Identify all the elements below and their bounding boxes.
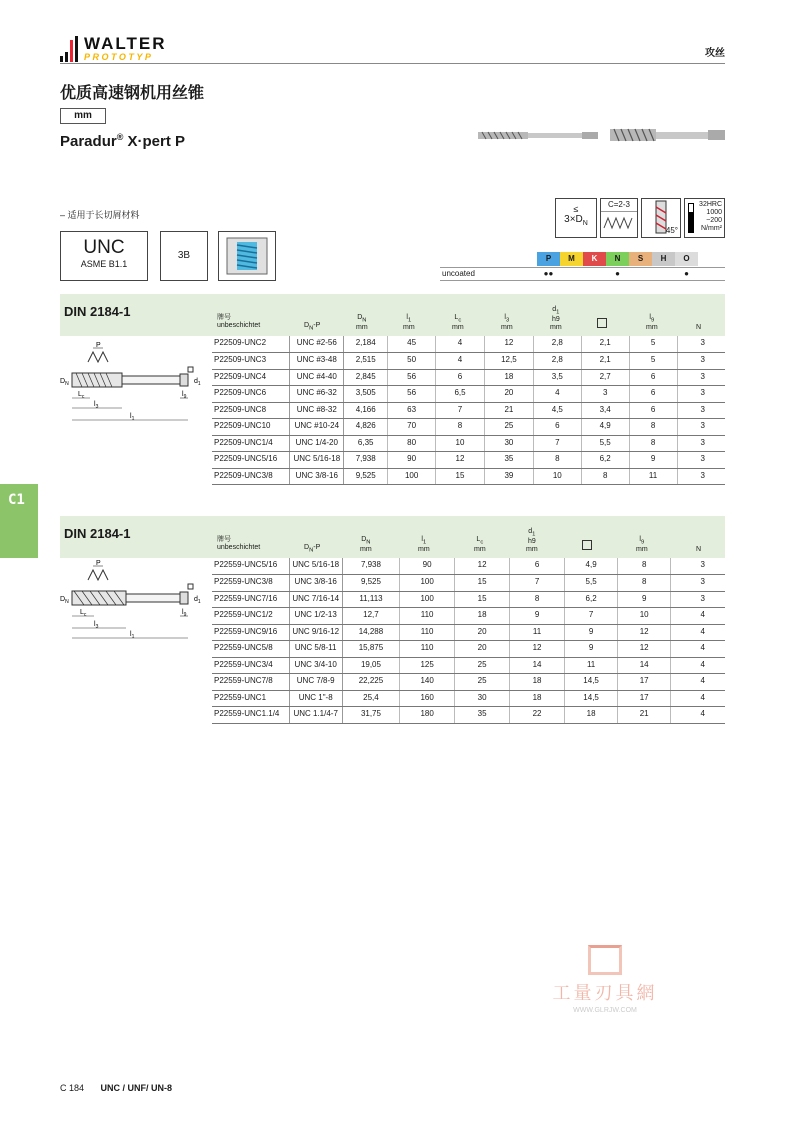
table-cell: 3 xyxy=(581,386,629,403)
table-cell: 9 xyxy=(510,608,565,625)
table-row xyxy=(212,624,725,641)
table-cell: 30 xyxy=(484,435,533,452)
table-cell: 17 xyxy=(618,674,671,691)
tap-image-1 xyxy=(478,128,598,142)
table-cell: 12,7 xyxy=(342,608,399,625)
table-cell: 12,5 xyxy=(484,353,533,370)
table-cell: P22559-UNC1.1/4 xyxy=(212,707,289,724)
l1-label: $l_1$ xyxy=(130,413,135,422)
table-cell: 70 xyxy=(388,419,436,436)
table-cell: UNC 5/16-18 xyxy=(289,558,342,575)
table-cell: 12 xyxy=(618,641,671,658)
table-cell: UNC 1.1/4-7 xyxy=(289,707,342,724)
table-cell: 8 xyxy=(533,452,581,469)
table-cell: 56 xyxy=(388,369,436,386)
table-cell: P22559-UNC3/4 xyxy=(212,657,289,674)
lc-label: $L_c$ xyxy=(80,609,87,618)
table-cell: 50 xyxy=(388,353,436,370)
table-cell: 6 xyxy=(533,419,581,436)
table-cell: 110 xyxy=(400,624,455,641)
chamfer-icon: C=2-3 xyxy=(600,198,638,238)
table-cell: 35 xyxy=(455,707,510,724)
table-cell: 7 xyxy=(565,608,618,625)
table-cell: 3 xyxy=(677,402,725,419)
table-cell: 3 xyxy=(677,386,725,403)
table-cell: UNC 3/4-10 xyxy=(289,657,342,674)
table-cell: P22559-UNC9/16 xyxy=(212,624,289,641)
table-cell: 35 xyxy=(484,452,533,469)
table-cell: 4,9 xyxy=(565,558,618,575)
tap-drawing-spiral xyxy=(60,558,210,658)
table-cell: UNC #4-40 xyxy=(290,369,344,386)
table-cell: 11 xyxy=(510,624,565,641)
watermark-url: WWW.GLRJW.COM xyxy=(573,1007,637,1014)
table-cell: 9,525 xyxy=(342,575,399,592)
table-cell: UNC #10-24 xyxy=(290,419,344,436)
section-header: DIN 2184-1 牌号 unbeschichtet $D_N-P$ $D_N$ mm $l_1$ mm $L_c$ mm $l_3$ mm $d_1$ h9 mm $l_9$ mm N xyxy=(60,294,725,336)
table-cell: 3 xyxy=(671,575,725,592)
table-cell: P22509-UNC1/4 xyxy=(212,435,290,452)
dn-label: $D_N$ xyxy=(60,378,69,387)
table-cell: UNC #3-48 xyxy=(290,353,344,370)
table-cell: 25,4 xyxy=(342,690,399,707)
table-row xyxy=(212,402,725,419)
coat-mark-h xyxy=(652,268,675,280)
usage-note: – 适用于长切屑材料 xyxy=(60,210,140,220)
table-cell: 3 xyxy=(671,558,725,575)
table-cell: 3,505 xyxy=(344,386,388,403)
table-cell: 4 xyxy=(671,690,725,707)
angle-icon: 45° xyxy=(641,198,681,238)
table-cell: UNC 3/8-16 xyxy=(290,468,344,485)
table-row xyxy=(212,674,725,691)
unit-box: mm xyxy=(60,108,106,124)
table-cell: 14,5 xyxy=(565,690,618,707)
table-cell: UNC #6-32 xyxy=(290,386,344,403)
table-cell: 8 xyxy=(581,468,629,485)
table-row xyxy=(212,707,725,724)
table-cell: 3 xyxy=(677,419,725,436)
table-cell: 8 xyxy=(618,575,671,592)
page-header xyxy=(60,30,725,64)
table-cell: UNC #2-56 xyxy=(290,336,344,353)
table-cell: 7,938 xyxy=(342,558,399,575)
table-cell: 12 xyxy=(618,624,671,641)
table-cell: UNC 9/16-12 xyxy=(289,624,342,641)
table-cell: 160 xyxy=(400,690,455,707)
table-cell: UNC 1"-8 xyxy=(289,690,342,707)
tolerance-box: 3B xyxy=(160,231,208,281)
section-title: DIN 2184-1 xyxy=(64,526,131,541)
table-cell: 10 xyxy=(618,608,671,625)
table-cell: 12 xyxy=(455,558,510,575)
table-cell: 9,525 xyxy=(344,468,388,485)
square-icon xyxy=(582,540,592,550)
material-groups xyxy=(537,252,698,266)
table-row xyxy=(212,575,725,592)
table-cell: 2,515 xyxy=(344,353,388,370)
coat-mark-k xyxy=(583,268,606,280)
page-footer xyxy=(60,1083,172,1093)
table-cell: 8 xyxy=(618,558,671,575)
table-cell: P22559-UNC3/8 xyxy=(212,575,289,592)
table-cell: P22559-UNC7/8 xyxy=(212,674,289,691)
table-cell: 15 xyxy=(455,591,510,608)
watermark-text: 工量刃具網 xyxy=(552,983,658,1003)
chapter-tab-label: C1 xyxy=(8,492,25,508)
table-cell: 20 xyxy=(484,386,533,403)
table-cell: UNC 7/8-9 xyxy=(289,674,342,691)
table-row xyxy=(212,690,725,707)
table-cell: 39 xyxy=(484,468,533,485)
table-cell: 10 xyxy=(436,435,485,452)
table-cell: UNC 5/8-11 xyxy=(289,641,342,658)
watermark-logo-icon xyxy=(588,945,622,975)
table-cell: 4,9 xyxy=(581,419,629,436)
watermark xyxy=(535,945,675,1014)
table-cell: 6,2 xyxy=(565,591,618,608)
table-cell: 6,2 xyxy=(581,452,629,469)
table-cell: 12 xyxy=(484,336,533,353)
table-cell: 14 xyxy=(618,657,671,674)
table-row xyxy=(212,435,725,452)
table-row xyxy=(212,641,725,658)
table-cell: 90 xyxy=(388,452,436,469)
table-cell: 14 xyxy=(510,657,565,674)
table-cell: 90 xyxy=(400,558,455,575)
table-cell: 100 xyxy=(400,575,455,592)
material-s: S xyxy=(629,252,652,266)
table-cell: 5 xyxy=(629,336,677,353)
table-cell: 3 xyxy=(677,452,725,469)
table-cell: 18 xyxy=(510,674,565,691)
section-din-2184-1-a xyxy=(60,294,725,510)
table-cell: 4 xyxy=(671,608,725,625)
table-cell: 7 xyxy=(533,435,581,452)
pitch-label: P xyxy=(96,342,101,349)
table-cell: UNC 1/4-20 xyxy=(290,435,344,452)
table-cell: 6 xyxy=(510,558,565,575)
table-row xyxy=(212,608,725,625)
table-cell: 3 xyxy=(677,336,725,353)
table-cell: 22 xyxy=(510,707,565,724)
table-cell: 6 xyxy=(629,369,677,386)
table-cell: 140 xyxy=(400,674,455,691)
table-cell: 45 xyxy=(388,336,436,353)
l3-label: $l_3$ xyxy=(94,401,99,410)
table-row xyxy=(212,591,725,608)
material-n: N xyxy=(606,252,629,266)
table-cell: 2,7 xyxy=(581,369,629,386)
table-cell: 7 xyxy=(510,575,565,592)
table-cell: 14,288 xyxy=(342,624,399,641)
table-cell: P22509-UNC10 xyxy=(212,419,290,436)
table-cell: 8 xyxy=(629,435,677,452)
logo-brand-sub: PROTOTYP xyxy=(84,52,154,62)
table-cell: P22509-UNC6 xyxy=(212,386,290,403)
page-number: C 184 xyxy=(60,1083,85,1093)
table-row xyxy=(212,386,725,403)
coat-mark-p: ●● xyxy=(543,269,554,278)
table-cell: 11 xyxy=(565,657,618,674)
table-cell: 5 xyxy=(629,353,677,370)
material-m: M xyxy=(560,252,583,266)
table-cell: P22509-UNC8 xyxy=(212,402,290,419)
table-cell: P22509-UNC5/16 xyxy=(212,452,290,469)
table-cell: P22559-UNC7/16 xyxy=(212,591,289,608)
l9-label: $l_9$ xyxy=(182,391,187,400)
table-cell: P22559-UNC5/16 xyxy=(212,558,289,575)
depth-icon: ≤ $3\times D_N$ xyxy=(555,198,597,238)
table-cell: 4 xyxy=(671,674,725,691)
material-p: P xyxy=(537,252,560,266)
table-cell: 110 xyxy=(400,608,455,625)
table-cell: 17 xyxy=(618,690,671,707)
table-cell: 2,8 xyxy=(533,336,581,353)
table-cell: 3 xyxy=(677,468,725,485)
table-cell: 25 xyxy=(484,419,533,436)
table-cell: P22559-UNC5/8 xyxy=(212,641,289,658)
table-cell: P22559-UNC1 xyxy=(212,690,289,707)
lc-label: $L_c$ xyxy=(78,391,85,400)
table-cell: UNC 1/2-13 xyxy=(289,608,342,625)
table-cell: 19,05 xyxy=(342,657,399,674)
table-cell: 12 xyxy=(436,452,485,469)
table-cell: 3,5 xyxy=(533,369,581,386)
coat-mark-m xyxy=(560,268,583,280)
table-cell: 180 xyxy=(400,707,455,724)
table-cell: 9 xyxy=(629,452,677,469)
table-cell: UNC 3/8-16 xyxy=(289,575,342,592)
section-label: 攻丝 xyxy=(705,48,725,59)
table-cell: UNC 5/16-18 xyxy=(290,452,344,469)
table-row xyxy=(212,419,725,436)
table-cell: 9 xyxy=(565,641,618,658)
section-din-2184-1-b xyxy=(60,516,725,720)
table-cell: UNC 7/16-14 xyxy=(289,591,342,608)
page-title: 优质高速钢机用丝锥 xyxy=(60,85,205,102)
table-cell: P22509-UNC3 xyxy=(212,353,290,370)
l3-label: $l_3$ xyxy=(94,621,99,630)
table-cell: 4,166 xyxy=(344,402,388,419)
table-cell: UNC #8-32 xyxy=(290,402,344,419)
table-row xyxy=(212,452,725,469)
table-cell: 2,1 xyxy=(581,336,629,353)
table-cell: 18 xyxy=(455,608,510,625)
table-cell: 3 xyxy=(671,591,725,608)
coat-mark-s xyxy=(629,268,652,280)
coat-mark-o: ● xyxy=(684,269,689,278)
table-cell: 20 xyxy=(455,624,510,641)
table-cell: 4 xyxy=(436,336,485,353)
thread-hole-icon xyxy=(218,231,276,281)
table-row xyxy=(212,336,725,353)
logo-bars-icon xyxy=(60,36,78,62)
table-cell: 15,875 xyxy=(342,641,399,658)
table-row xyxy=(212,353,725,370)
table-cell: 8 xyxy=(629,419,677,436)
table-cell: 9 xyxy=(618,591,671,608)
d1-label: $d_1$ xyxy=(194,596,201,605)
material-o: O xyxy=(675,252,698,266)
table-cell: 4,5 xyxy=(533,402,581,419)
table-cell: 2,845 xyxy=(344,369,388,386)
thread-standard: UNC xyxy=(83,237,125,258)
table-cell: 30 xyxy=(455,690,510,707)
product-table-1 xyxy=(212,336,725,485)
table-cell: 2,1 xyxy=(581,353,629,370)
table-cell: 20 xyxy=(455,641,510,658)
dn-label: $D_N$ xyxy=(60,596,69,605)
d1-label: $d_1$ xyxy=(194,378,201,387)
table-cell: 7,938 xyxy=(344,452,388,469)
table-cell: 4 xyxy=(671,641,725,658)
table-cell: 10 xyxy=(533,468,581,485)
table-cell: 25 xyxy=(455,674,510,691)
table-cell: 8 xyxy=(436,419,485,436)
table-cell: P22509-UNC2 xyxy=(212,336,290,353)
table-cell: 7 xyxy=(436,402,485,419)
table-cell: 18 xyxy=(484,369,533,386)
table-cell: 6,5 xyxy=(436,386,485,403)
table-cell: P22509-UNC4 xyxy=(212,369,290,386)
table-cell: 6 xyxy=(629,402,677,419)
section-title: DIN 2184-1 xyxy=(64,304,131,319)
table-cell: 63 xyxy=(388,402,436,419)
footer-text: UNC / UNF/ UN-8 xyxy=(100,1083,173,1093)
table-row xyxy=(212,369,725,386)
table-cell: 3 xyxy=(677,435,725,452)
table-cell: 31,75 xyxy=(342,707,399,724)
table-cell: 100 xyxy=(400,591,455,608)
table-cell: 125 xyxy=(400,657,455,674)
table-cell: 4 xyxy=(671,624,725,641)
l1-label: $l_1$ xyxy=(130,631,135,640)
hardness-icon: 32HRC 1000 ~200 N/mm² xyxy=(684,198,725,238)
tap-image-2 xyxy=(610,126,725,144)
table-cell: 11 xyxy=(629,468,677,485)
table-cell: 6 xyxy=(629,386,677,403)
table-cell: 4,826 xyxy=(344,419,388,436)
table-cell: 110 xyxy=(400,641,455,658)
table-cell: P22559-UNC1/2 xyxy=(212,608,289,625)
table-cell: 15 xyxy=(455,575,510,592)
table-cell: 6,35 xyxy=(344,435,388,452)
tap-drawing-straight xyxy=(60,338,210,438)
table-cell: 12 xyxy=(510,641,565,658)
table-cell: 14,5 xyxy=(565,674,618,691)
table-cell: 18 xyxy=(510,690,565,707)
table-cell: 100 xyxy=(388,468,436,485)
table-cell: 5,5 xyxy=(581,435,629,452)
table-cell: P22509-UNC3/8 xyxy=(212,468,290,485)
table-cell: 18 xyxy=(565,707,618,724)
table-row xyxy=(212,657,725,674)
table-cell: 80 xyxy=(388,435,436,452)
pitch-label: P xyxy=(96,560,101,567)
table-cell: 4 xyxy=(533,386,581,403)
table-cell: 2,8 xyxy=(533,353,581,370)
table-cell: 9 xyxy=(565,624,618,641)
product-table-2 xyxy=(212,558,725,724)
walter-logo xyxy=(60,36,167,62)
table-cell: 4 xyxy=(671,707,725,724)
chapter-tab[interactable] xyxy=(0,484,38,558)
logo-brand: WALTER xyxy=(84,34,167,53)
square-icon xyxy=(597,318,607,328)
table-cell: 21 xyxy=(618,707,671,724)
table-cell: 3 xyxy=(677,353,725,370)
table-cell: 3,4 xyxy=(581,402,629,419)
table-cell: 2,184 xyxy=(344,336,388,353)
table-cell: 11,113 xyxy=(342,591,399,608)
coat-mark-n: ● xyxy=(615,269,620,278)
table-cell: 25 xyxy=(455,657,510,674)
section-header: DIN 2184-1 牌号 unbeschichtet $D_N-P$ $D_N$ mm $l_1$ mm $L_c$ mm $d_1$ h9 mm $l_9$ mm N xyxy=(60,516,725,558)
material-h: H xyxy=(652,252,675,266)
table-cell: 4 xyxy=(436,353,485,370)
product-name: Paradur® X·pert P xyxy=(60,132,186,150)
table-cell: 22,225 xyxy=(342,674,399,691)
table-row xyxy=(212,468,725,485)
l9-label: $l_9$ xyxy=(182,609,187,618)
table-cell: 8 xyxy=(510,591,565,608)
thread-standard-box xyxy=(60,231,148,281)
table-row xyxy=(212,558,725,575)
material-k: K xyxy=(583,252,606,266)
table-cell: 6 xyxy=(436,369,485,386)
table-cell: 4 xyxy=(671,657,725,674)
table-cell: 5,5 xyxy=(565,575,618,592)
table-cell: 3 xyxy=(677,369,725,386)
coating-row xyxy=(440,267,725,281)
thread-standard-sub: ASME B1.1 xyxy=(80,259,128,269)
table-cell: 21 xyxy=(484,402,533,419)
table-cell: 15 xyxy=(436,468,485,485)
coating-label: uncoated xyxy=(442,269,475,278)
table-cell: 56 xyxy=(388,386,436,403)
